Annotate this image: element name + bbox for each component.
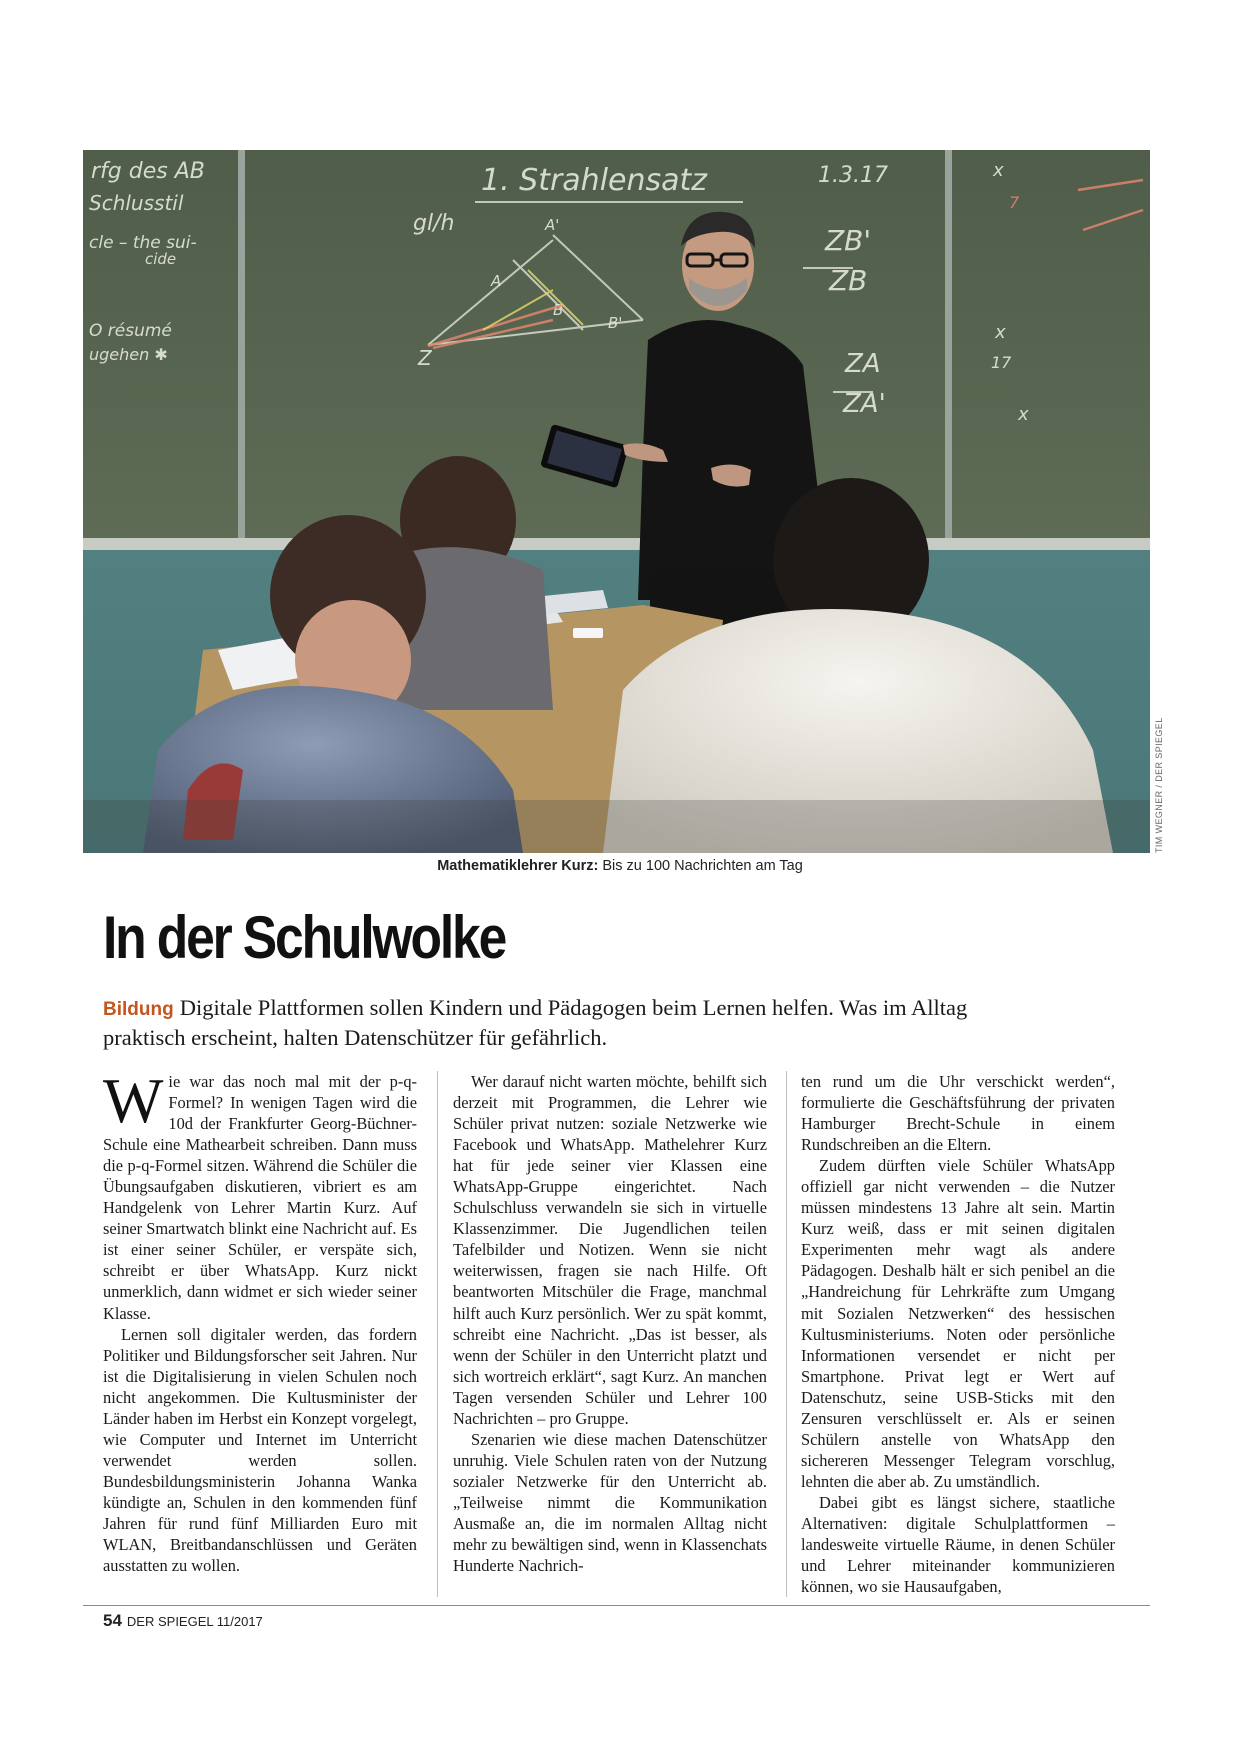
board-text: Schlusstil: [89, 191, 184, 215]
board-text: 7: [1009, 193, 1020, 212]
board-point: B': [608, 314, 623, 332]
board-text: x: [995, 322, 1006, 343]
board-text: cle – the sui-: [89, 233, 197, 253]
board-text: rfg des AB: [91, 159, 205, 184]
paragraph: Szenarien wie diese machen Datenschützer unruhig. Viele Schulen raten von der Nutzung sozialer Netzwerke für den Unterricht ab. „Teilweise nimmt die Kommunikation Ausmaße an, die im normalen Alltag nicht mehr zu bewältigen sind, wenn in Klassenchats Hunderte Nachrich-: [453, 1429, 767, 1576]
board-fraction: ZB': [825, 224, 872, 257]
board-text: x: [1018, 404, 1029, 425]
page-footer: [103, 1611, 263, 1631]
paragraph: ten rund um die Uhr verschickt werden“, formulierte die Geschäftsführung der privaten Hamburger Brecht-Schule in einem Rundschreiben an die Eltern.: [801, 1072, 1115, 1155]
deck-text: Digitale Plattformen sollen Kindern und Pädagogen beim Lernen helfen. Was im Alltag praktisch erscheint, halten Datenschützer für gefährlich.: [103, 995, 968, 1050]
footer-rule: [83, 1605, 1150, 1606]
board-text: x: [993, 160, 1004, 181]
column-divider: [437, 1071, 438, 1597]
paragraph-text: ie war das noch mal mit der p-q-Formel? In wenigen Tagen wird die 10d der Frankfurter Georg-Büchner-Schule eine Mathearbeit schreiben. Dann muss die p-q-Formel sitzen. Während die Schüler die Übungsaufgaben diskutieren, vibriert es am Handgelenk von Lehrer Martin Kurz. Auf seiner Smartwatch blinkt eine Nachricht auf. Es ist einer seiner Schüler, er verspäte sich, schreibt er über WhatsApp. Kurz nickt unmerklich, dann widmet er sich wieder seiner Klasse.: [103, 1072, 417, 1323]
board-point: A': [545, 216, 560, 234]
board-point: A: [491, 272, 502, 290]
caption-bold: Mathematiklehrer Kurz:: [437, 858, 599, 874]
board-text: gl/h: [413, 211, 455, 236]
photo-credit: TIM WEGNER / DER SPIEGEL: [1154, 717, 1164, 853]
issue-label: DER SPIEGEL 11/2017: [126, 1614, 263, 1629]
paragraph: [103, 1065, 417, 1324]
board-fraction: ZA': [843, 389, 886, 419]
rubric-label: Bildung: [103, 999, 174, 1020]
paragraph: Lernen soll digitaler werden, das fordern Politiker und Bildungsforscher seit Jahren. Nur ist die Digitalisierung in vielen Schulen noch nicht angekommen. Die Kultusminister der Länder haben im Herbst ein Konzept vorgelegt, wie Computer und Internet im Unterricht verwendet werden sollen. Bundesbildungsministerin Johanna Wanka kündigte an, Schulen in den kommenden fünf Jahren für rund fünf Milliarden Euro mit WLAN, Breitbandanschlüssen und Geräten ausstatten zu wollen.: [103, 1324, 417, 1576]
caption-text: Bis zu 100 Nachrichten am Tag: [602, 858, 803, 874]
article-column-3: [801, 1071, 1115, 1597]
board-text: ugehen ✱: [89, 345, 168, 364]
board-title: 1. Strahlensatz: [481, 163, 708, 198]
paragraph: Zudem dürften viele Schüler WhatsApp offiziell gar nicht verwenden – die Nutzer müssen mindestens 13 Jahre alt sein. Martin Kurz weiß, dass er mit seinen digitalen Experimenten mehr wagt als andere Pädagogen. Deshalb hält er sich penibel an die „Handreichung für Lehrkräfte zum Umgang mit Sozialen Netzwerken“ des hessischen Kultusministeriums. Noten oder persönliche Informationen versendet er nicht per Smartphone. Privat legt er Wert auf Datenschutz, seine USB-Sticks mit den Zensuren verschlüsselt er. Als er seinen Schülern anstelle von WhatsApp den sichereren Messenger Telegram vorschlug, lehnten die aber ab. Zu umständlich.: [801, 1156, 1115, 1491]
paragraph: Dabei gibt es längst sichere, staatliche Alternativen: digitale Schulplattformen – landesweite virtuelle Räume, in denen Schüler und Lehrer miteinander kommunizieren können, wo sie Hausaufgaben,: [801, 1492, 1115, 1597]
article-title: In der Schulwolke: [103, 904, 506, 971]
board-point: Z: [418, 346, 432, 370]
board-date: 1.3.17: [818, 163, 888, 188]
article-deck: [103, 994, 983, 1052]
classroom-illustration: [83, 150, 1150, 853]
board-text: O résumé: [89, 321, 172, 341]
chalkboard-right: [952, 150, 1150, 540]
board-fraction: ZB: [829, 264, 868, 297]
page-number: 54: [103, 1611, 122, 1630]
dropcap: W: [103, 1065, 164, 1136]
board-point: B: [553, 301, 564, 319]
board-text: 17: [991, 353, 1012, 372]
photo-caption: [0, 858, 1240, 874]
board-fraction: ZA: [845, 349, 881, 379]
column-divider: [786, 1071, 787, 1597]
board-text: cide: [145, 250, 177, 268]
article-column-2: [453, 1071, 767, 1576]
classroom-photo: [83, 150, 1150, 853]
article-column-1: [103, 1065, 417, 1576]
paragraph: Wer darauf nicht warten möchte, behilft sich derzeit mit Programmen, die Lehrer wie Schüler privat nutzen: soziale Netzwerke wie Facebook und WhatsApp. Mathelehrer Kurz hat für jede seiner vier Klassen eine WhatsApp-Gruppe eingerichtet. Nach Schulschluss verwandeln sie sich in virtuelle Klassenzimmer. Die Jugendlichen teilen Tafelbilder und Notizen. Wenn sie nicht weiterwissen, fragen sie nach Hilfe. Oft beantworten Mitschüler die Frage, manchmal hilft auch Kurz persönlich. Wer zu spät kommt, schreibt eine Nachricht. „Das ist besser, als wenn der Schüler in den Unterricht platzt und sich wortreich erklärt“, sagt Kurz. An manchen Tagen versenden Schüler und Lehrer 100 Nachrichten – pro Gruppe.: [453, 1072, 767, 1428]
